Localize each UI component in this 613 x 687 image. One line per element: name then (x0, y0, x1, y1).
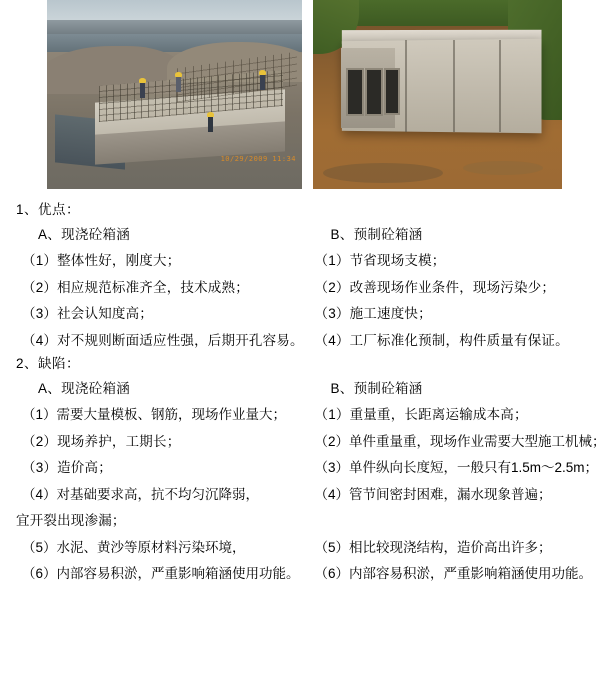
worker-body (140, 83, 145, 98)
photo-worker (207, 112, 214, 132)
advantages-cast-in-place-column (8, 217, 307, 348)
photo-row (0, 0, 613, 193)
section-title-advantages: 1、优点： (16, 202, 81, 217)
photo-culvert-cell (384, 68, 400, 115)
defects-columns-top (8, 371, 605, 502)
photo-culvert-cell (346, 68, 364, 116)
list-item: （5）水泥、黄沙等原材料污染环境， (22, 539, 246, 555)
subheading-cast-in-place: A、现浇砼箱涵 (38, 380, 131, 396)
list-item: （2）单件重量重，现场作业需要大型施工机械； (314, 433, 606, 449)
list-item: （2）现场养护，工期长； (22, 433, 181, 449)
advantages-precast-column (307, 217, 606, 348)
list-item: （1）节省现场支模； (314, 253, 446, 268)
defects-cast-in-place-column (8, 371, 307, 502)
photo-puddle (323, 163, 443, 183)
list-item: （4）对不规则断面适应性强，后期开孔容易。 (22, 332, 304, 348)
defects-columns-bottom (8, 528, 605, 581)
subheading-precast: B、预制砼箱涵 (330, 380, 423, 396)
list-item: （1）重量重，长距离运输成本高； (314, 407, 528, 422)
photo-worker (259, 70, 266, 90)
list-item: （5）相比较现浇结构，造价高出许多； (314, 539, 552, 555)
list-item: （3）单件纵向长度短，一般只有1.5m～2.5m； (314, 460, 599, 475)
list-item: （1）需要大量模板、钢筋，现场作业量大； (22, 407, 287, 422)
list-item: （4）对基础要求高，抗不均匀沉降弱， (22, 486, 260, 502)
photo-culvert-seam (453, 40, 455, 132)
section-title-defects: 2、缺陷： (16, 356, 81, 371)
photo-puddle (463, 161, 543, 175)
defects-precast-column (307, 371, 606, 502)
worker-body (208, 117, 213, 132)
list-item: （6）内部容易积淤，严重影响箱涵使用功能。 (22, 566, 300, 581)
photo-culvert-seam (405, 40, 407, 132)
defects-cast-in-place-column-continued (8, 528, 307, 581)
photo-cast-in-place-culvert (47, 0, 302, 189)
list-item: （4）工厂标准化预制，构件质量有保证。 (314, 332, 569, 348)
list-item: （6）内部容易积淤，严重影响箱涵使用功能。 (314, 566, 593, 581)
list-item: （3）施工速度快； (314, 306, 432, 321)
photo-culvert-cell (365, 68, 383, 116)
list-item: （2）相应规范标准齐全，技术成熟； (22, 279, 249, 295)
worker-body (260, 75, 265, 90)
list-item: （4）管节间密封困难，漏水现象普遍； (314, 486, 552, 502)
defects-precast-column-continued (307, 528, 606, 581)
subheading-precast: B、预制砼箱涵 (330, 226, 423, 242)
document-body (0, 203, 613, 581)
photo-worker (175, 72, 182, 92)
defects-continuation-line: 宜开裂出现渗漏； (16, 513, 126, 528)
list-item: （3）社会认知度高； (22, 306, 154, 321)
advantages-columns (8, 217, 605, 348)
photo-worker (139, 78, 146, 98)
photo-timestamp: 10/29/2009 11:34 (220, 155, 296, 163)
worker-body (176, 77, 181, 92)
list-item: （3）造价高； (22, 460, 112, 475)
list-item: （1）整体性好，刚度大； (22, 253, 181, 268)
list-item: （2）改善现场作业条件，现场污染少； (314, 279, 556, 295)
photo-precast-culvert (313, 0, 562, 189)
photo-culvert-seam (499, 40, 501, 132)
subheading-cast-in-place: A、现浇砼箱涵 (38, 226, 131, 242)
